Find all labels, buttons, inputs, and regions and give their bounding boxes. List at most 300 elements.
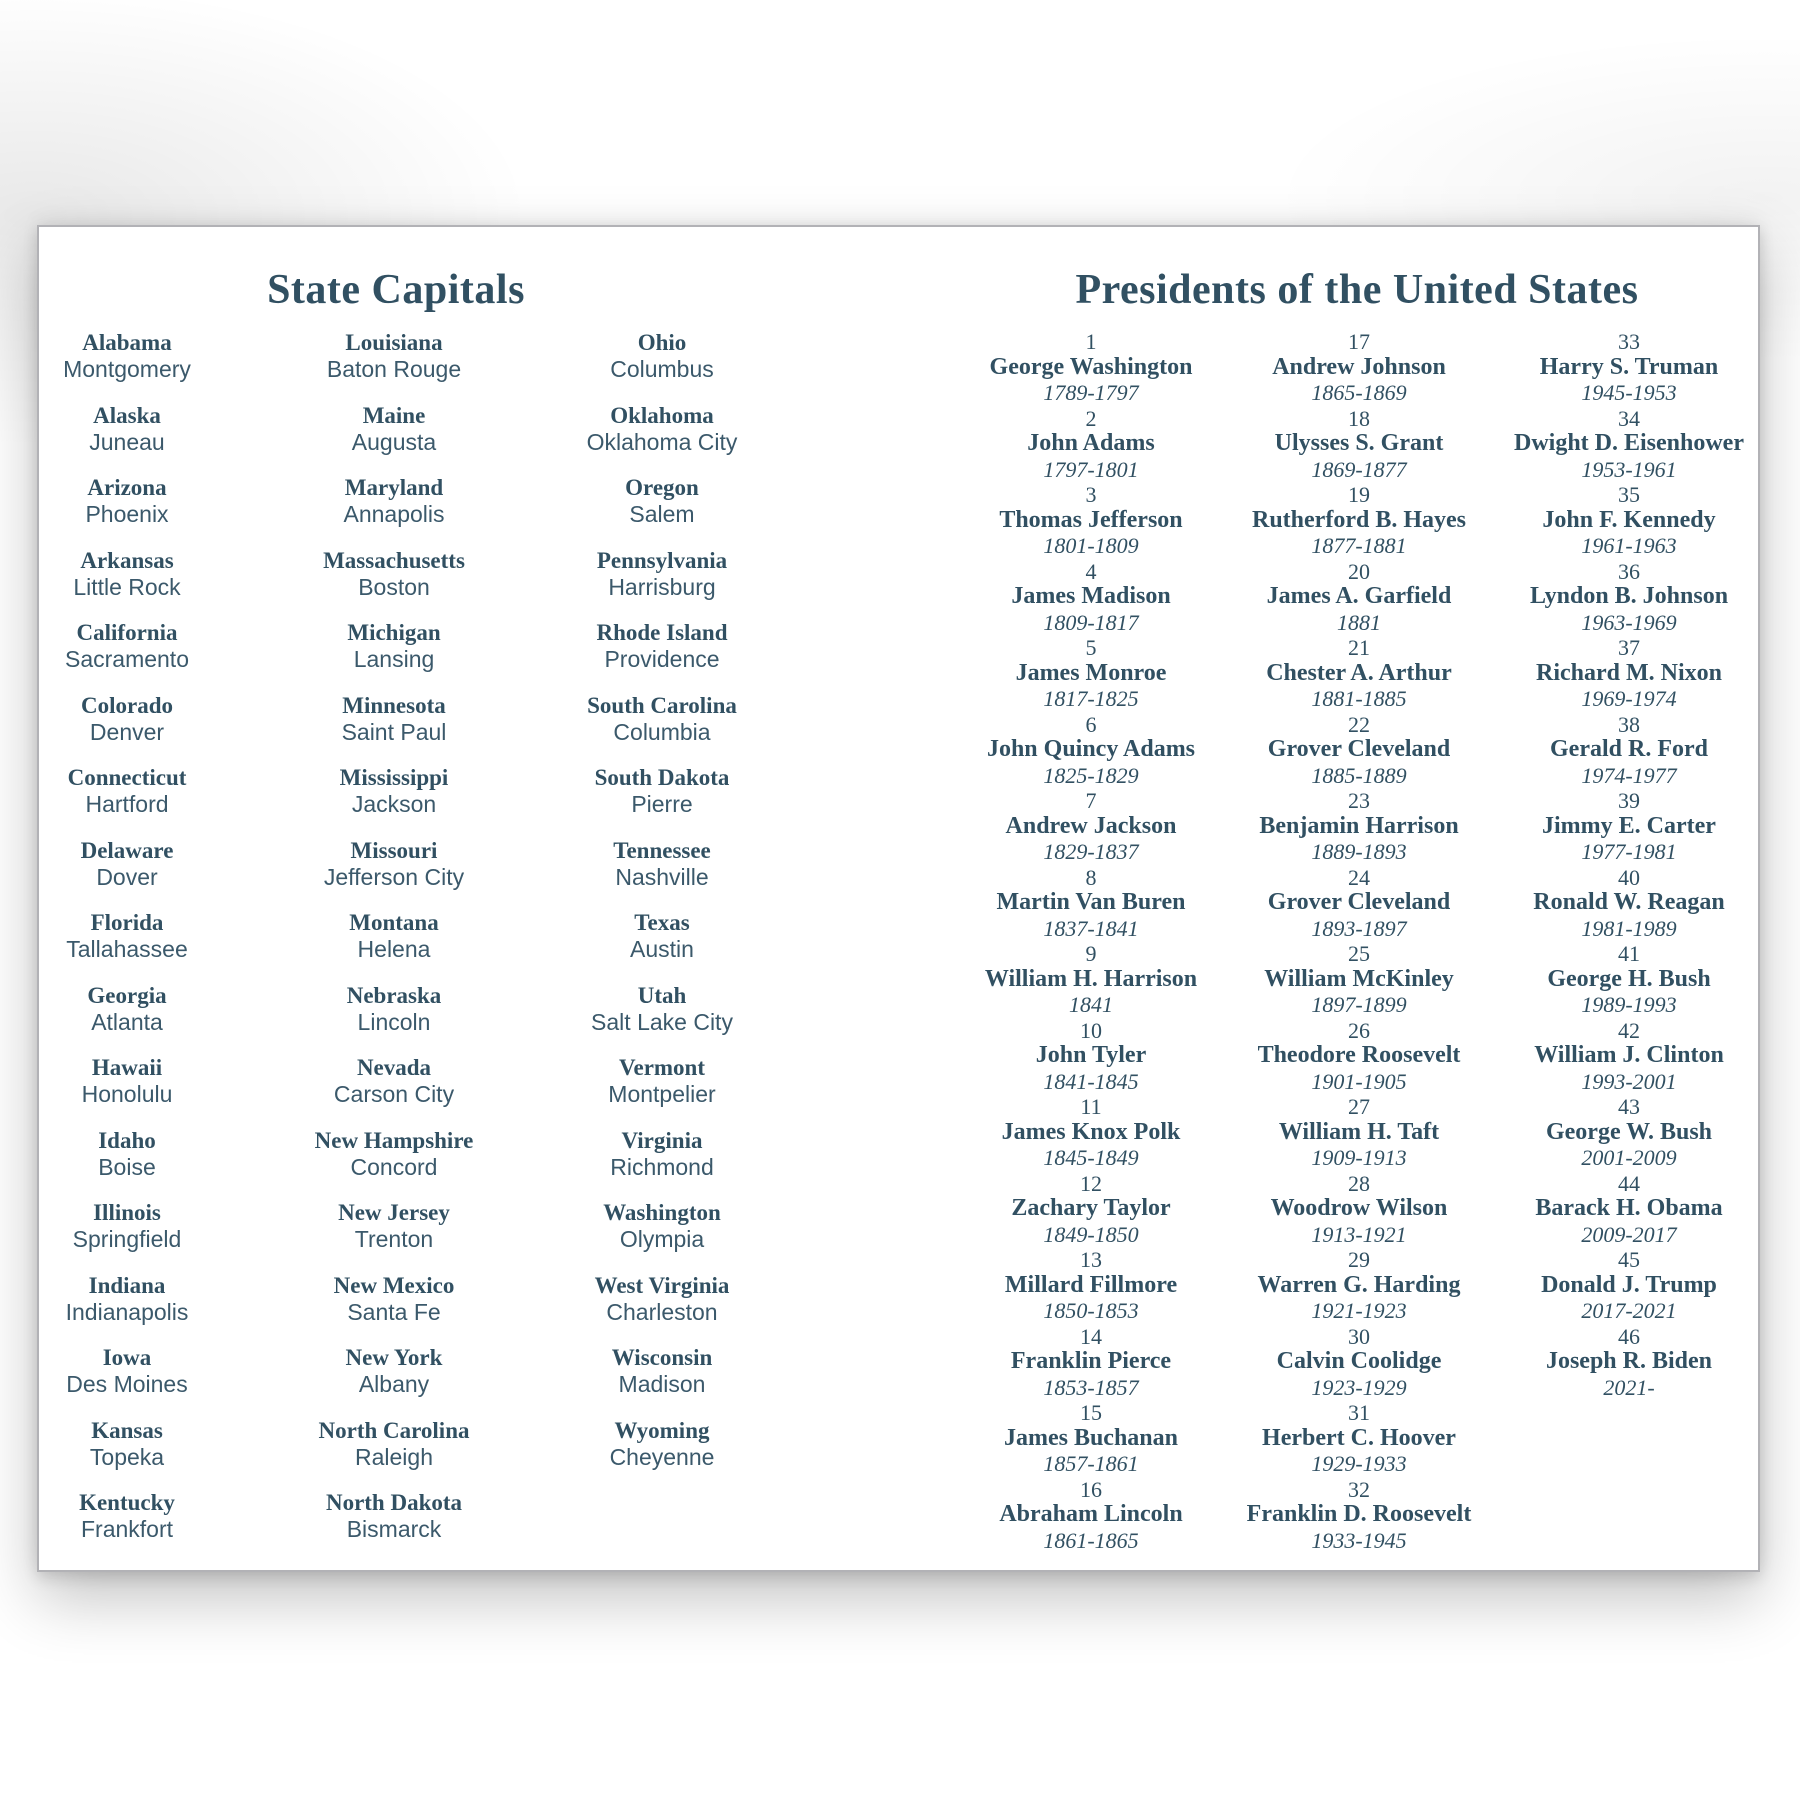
president-entry [941, 1247, 1241, 1324]
state-name: Iowa [102, 1345, 152, 1370]
president-entry [1209, 1477, 1509, 1554]
president-entry [941, 1171, 1241, 1248]
state-capital-entry [542, 837, 782, 891]
capital-name: Topeka [89, 1443, 165, 1470]
president-years: 1977-1981 [1581, 839, 1677, 864]
state-name: Florida [90, 910, 164, 935]
president-name: Richard M. Nixon [1536, 659, 1722, 686]
state-name: California [76, 620, 178, 645]
president-entry [1479, 1247, 1779, 1324]
president-name: Zachary Taylor [1011, 1195, 1171, 1221]
president-years: 1929-1933 [1311, 1451, 1407, 1476]
president-number: 44 [1618, 1170, 1640, 1196]
president-number: 46 [1618, 1323, 1640, 1349]
capital-name: Bismarck [346, 1516, 442, 1542]
state-name: Arkansas [80, 547, 174, 573]
president-number: 30 [1348, 1323, 1370, 1349]
state-capital-entry [542, 764, 782, 818]
president-years: 1861-1865 [1043, 1527, 1139, 1553]
president-name: Barack H. Obama [1535, 1195, 1723, 1221]
state-name: Colorado [81, 692, 173, 718]
president-number: 4 [1085, 558, 1097, 584]
president-name: Franklin D. Roosevelt [1246, 1501, 1472, 1527]
president-years: 1893-1897 [1311, 915, 1407, 941]
president-number: 22 [1348, 711, 1370, 737]
president-name: James A. Garfield [1266, 583, 1452, 609]
state-name: Kansas [91, 1417, 163, 1443]
state-name: South Dakota [594, 765, 730, 790]
capital-name: Nashville [615, 863, 709, 890]
president-years: 1853-1857 [1043, 1374, 1139, 1400]
president-name: Herbert C. Hoover [1262, 1424, 1456, 1451]
presidents-title: Presidents of the United States [1075, 267, 1639, 314]
president-name: Millard Fillmore [1004, 1271, 1178, 1298]
president-name: Abraham Lincoln [999, 1501, 1183, 1527]
state-capital-entry [542, 692, 782, 746]
president-entry [1479, 482, 1779, 559]
president-name: William H. Taft [1278, 1118, 1440, 1145]
president-name: Grover Cleveland [1267, 889, 1451, 915]
president-entry [941, 406, 1241, 483]
state-capital-entry [7, 1344, 247, 1398]
state-capital-entry [7, 547, 247, 601]
president-entry [1479, 329, 1779, 406]
president-name: Thomas Jefferson [999, 506, 1183, 533]
president-number: 24 [1348, 864, 1370, 890]
president-years: 1837-1841 [1043, 915, 1139, 941]
president-name: Lyndon B. Johnson [1529, 583, 1729, 609]
president-years: 1963-1969 [1581, 609, 1677, 635]
capital-name: Austin [630, 936, 694, 962]
state-name: Wisconsin [611, 1345, 713, 1370]
state-capital-entry [7, 1417, 247, 1471]
capital-name: Columbus [610, 356, 714, 382]
state-name: Alaska [93, 402, 161, 428]
president-years: 1801-1809 [1043, 533, 1139, 558]
president-entry [1479, 559, 1779, 636]
president-number: 34 [1618, 405, 1640, 431]
state-capital-entry [274, 402, 514, 456]
president-years: 1849-1850 [1043, 1221, 1139, 1247]
state-name: Maine [362, 402, 426, 428]
state-capital-entry [7, 329, 247, 383]
capital-name: Frankfort [80, 1516, 174, 1542]
presidents-column-1 [941, 329, 1241, 1553]
state-capitals-title: State Capitals [267, 267, 525, 314]
president-entry [941, 635, 1241, 712]
president-name: James Madison [1011, 583, 1171, 609]
president-name: Benjamin Harrison [1259, 812, 1459, 839]
capital-name: Oklahoma City [586, 428, 738, 455]
state-capitals-column-3 [542, 329, 782, 1489]
president-years: 1885-1889 [1311, 762, 1407, 788]
president-years: 1829-1837 [1043, 839, 1139, 864]
president-name: George W. Bush [1545, 1118, 1713, 1145]
capital-name: Olympia [619, 1226, 705, 1252]
president-number: 36 [1618, 558, 1640, 584]
president-years: 1961-1963 [1581, 533, 1677, 558]
president-number: 20 [1348, 558, 1370, 584]
capital-name: Madison [618, 1371, 706, 1397]
president-entry [941, 788, 1241, 865]
president-number: 9 [1085, 941, 1097, 966]
president-years: 1945-1953 [1581, 380, 1677, 405]
state-name: Arizona [87, 475, 167, 500]
state-capital-entry [7, 402, 247, 456]
capital-name: Sacramento [64, 646, 189, 672]
president-entry [1209, 712, 1509, 789]
president-entry [1479, 1324, 1779, 1401]
state-name: Connecticut [67, 765, 187, 790]
state-capital-entry [7, 764, 247, 818]
president-name: John Quincy Adams [986, 736, 1196, 762]
capital-name: Pierre [631, 791, 693, 817]
president-entry [1209, 865, 1509, 942]
state-capital-entry [274, 1199, 514, 1253]
state-name: Montana [349, 910, 439, 935]
president-number: 38 [1618, 711, 1640, 737]
president-years: 1901-1905 [1311, 1068, 1407, 1094]
president-name: James Buchanan [1003, 1424, 1179, 1451]
president-number: 32 [1348, 1476, 1370, 1502]
capital-name: Augusta [351, 428, 437, 455]
state-name: North Carolina [318, 1417, 470, 1443]
president-entry [941, 1018, 1241, 1095]
state-capital-entry [7, 909, 247, 963]
state-capital-entry [542, 982, 782, 1036]
president-number: 8 [1085, 864, 1097, 890]
president-years: 1825-1829 [1043, 762, 1139, 788]
president-entry [941, 482, 1241, 559]
state-capital-entry [274, 474, 514, 528]
state-capitals-column-2 [274, 329, 514, 1562]
state-capital-entry [274, 547, 514, 601]
capital-name: Honolulu [81, 1081, 173, 1107]
state-capital-entry [542, 619, 782, 673]
capital-name: Trenton [354, 1226, 434, 1252]
state-name: West Virginia [594, 1272, 730, 1298]
capital-name: Springfield [72, 1226, 182, 1252]
state-capital-entry [542, 474, 782, 528]
president-entry [1479, 1094, 1779, 1171]
president-number: 29 [1348, 1247, 1370, 1272]
state-name: Oklahoma [610, 402, 714, 428]
capital-name: Helena [357, 936, 431, 962]
state-capital-entry [274, 1417, 514, 1471]
president-name: Jimmy E. Carter [1542, 812, 1716, 839]
state-capital-entry [274, 692, 514, 746]
state-name: Wyoming [614, 1417, 710, 1443]
capital-name: Saint Paul [341, 718, 447, 745]
state-capital-entry [7, 692, 247, 746]
state-capital-entry [274, 909, 514, 963]
president-number: 2 [1085, 405, 1097, 431]
president-entry [941, 1400, 1241, 1477]
president-years: 1841 [1069, 992, 1113, 1017]
state-capital-entry [274, 764, 514, 818]
president-number: 10 [1080, 1017, 1102, 1043]
president-number: 11 [1080, 1094, 1102, 1119]
president-years: 1877-1881 [1311, 533, 1407, 558]
capital-name: Carson City [333, 1081, 455, 1107]
capital-name: Montpelier [608, 1081, 716, 1107]
state-name: North Dakota [325, 1490, 463, 1515]
president-number: 5 [1085, 635, 1097, 660]
president-entry [941, 865, 1241, 942]
president-name: Theodore Roosevelt [1257, 1042, 1461, 1068]
president-years: 1974-1977 [1581, 762, 1677, 788]
president-years: 2021- [1603, 1374, 1655, 1400]
president-name: Rutherford B. Hayes [1252, 506, 1466, 533]
president-years: 1921-1923 [1311, 1298, 1407, 1323]
capital-name: Lincoln [357, 1008, 431, 1035]
president-number: 26 [1348, 1017, 1370, 1043]
state-name: Texas [634, 910, 690, 935]
capital-name: Phoenix [85, 501, 169, 527]
president-entry [1209, 1094, 1509, 1171]
president-entry [1209, 788, 1509, 865]
state-name: Virginia [621, 1127, 703, 1153]
president-entry [941, 1094, 1241, 1171]
president-entry [1209, 406, 1509, 483]
state-capital-entry [542, 1127, 782, 1181]
capital-name: Salem [629, 501, 695, 527]
capital-name: Atlanta [91, 1008, 163, 1035]
state-name: Pennsylvania [596, 547, 728, 573]
president-entry [1479, 1018, 1779, 1095]
president-years: 1881-1885 [1311, 686, 1407, 711]
president-years: 1889-1893 [1311, 839, 1407, 864]
president-years: 1817-1825 [1043, 686, 1139, 711]
state-capital-entry [274, 1127, 514, 1181]
state-name: Ohio [637, 330, 687, 355]
president-entry [1479, 865, 1779, 942]
president-name: Joseph R. Biden [1545, 1348, 1713, 1374]
capital-name: Dover [96, 863, 158, 890]
state-name: New Mexico [333, 1272, 455, 1298]
president-number: 18 [1348, 405, 1370, 431]
capital-name: Salt Lake City [591, 1008, 733, 1035]
capital-name: Richmond [610, 1153, 714, 1180]
president-entry [1479, 1171, 1779, 1248]
capital-name: Juneau [89, 428, 165, 455]
president-name: Woodrow Wilson [1270, 1195, 1448, 1221]
capital-name: Boise [98, 1153, 156, 1180]
state-name: Georgia [87, 982, 167, 1008]
president-number: 31 [1348, 1400, 1370, 1425]
president-entry [1209, 1171, 1509, 1248]
president-name: John F. Kennedy [1542, 506, 1716, 533]
president-years: 1789-1797 [1043, 380, 1139, 405]
president-years: 1869-1877 [1311, 456, 1407, 482]
state-name: Vermont [618, 1055, 706, 1080]
state-capital-entry [542, 909, 782, 963]
president-name: Grover Cleveland [1267, 736, 1451, 762]
state-name: Nevada [356, 1055, 432, 1080]
capital-name: Raleigh [355, 1443, 433, 1470]
president-years: 1845-1849 [1043, 1145, 1139, 1170]
president-years: 1933-1945 [1311, 1527, 1407, 1553]
state-capital-entry [7, 837, 247, 891]
capital-name: Lansing [353, 646, 435, 672]
state-name: New Jersey [338, 1200, 450, 1225]
president-name: Dwight D. Eisenhower [1513, 430, 1744, 456]
president-name: Harry S. Truman [1539, 353, 1719, 380]
president-number: 6 [1085, 711, 1097, 737]
state-capital-entry [7, 1199, 247, 1253]
president-number: 43 [1618, 1094, 1640, 1119]
state-name: Mississippi [339, 765, 449, 790]
president-years: 1797-1801 [1043, 456, 1139, 482]
president-name: Chester A. Arthur [1266, 659, 1452, 686]
state-name: Idaho [98, 1127, 156, 1153]
president-years: 2017-2021 [1581, 1298, 1677, 1323]
president-number: 17 [1348, 329, 1370, 354]
president-number: 23 [1348, 788, 1370, 813]
state-capital-entry [274, 1054, 514, 1108]
president-name: Franklin Pierce [1010, 1348, 1172, 1374]
president-entry [1479, 635, 1779, 712]
state-capital-entry [274, 329, 514, 383]
state-capital-entry [542, 1054, 782, 1108]
president-years: 1881 [1337, 609, 1381, 635]
president-entry [1209, 1247, 1509, 1324]
state-name: Rhode Island [596, 620, 728, 645]
capital-name: Columbia [613, 718, 711, 745]
president-name: James Monroe [1015, 659, 1167, 686]
president-number: 15 [1080, 1400, 1102, 1425]
president-entry [1209, 635, 1509, 712]
president-name: Ronald W. Reagan [1533, 889, 1725, 915]
state-name: Hawaii [91, 1055, 163, 1080]
president-years: 1909-1913 [1311, 1145, 1407, 1170]
state-capital-entry [542, 402, 782, 456]
president-number: 35 [1618, 482, 1640, 507]
state-capital-entry [274, 837, 514, 891]
president-years: 1809-1817 [1043, 609, 1139, 635]
state-name: Maryland [344, 475, 444, 500]
capital-name: Boston [358, 573, 430, 600]
president-number: 16 [1080, 1476, 1102, 1502]
president-number: 40 [1618, 864, 1640, 890]
state-name: Tennessee [613, 837, 711, 863]
state-name: Utah [637, 982, 687, 1008]
capital-name: Santa Fe [347, 1298, 441, 1325]
president-name: Donald J. Trump [1541, 1271, 1717, 1298]
president-years: 1993-2001 [1581, 1068, 1677, 1094]
president-number: 42 [1618, 1017, 1640, 1043]
state-name: Oregon [625, 475, 699, 500]
president-years: 1841-1845 [1043, 1068, 1139, 1094]
state-capital-entry [274, 1272, 514, 1326]
president-entry [941, 1324, 1241, 1401]
president-entry [941, 941, 1241, 1018]
state-capital-entry [7, 1054, 247, 1108]
president-years: 1981-1989 [1581, 915, 1677, 941]
president-years: 2009-2017 [1581, 1221, 1677, 1247]
president-years: 1953-1961 [1581, 456, 1677, 482]
president-number: 21 [1348, 635, 1370, 660]
state-name: Minnesota [342, 692, 446, 718]
president-entry [1209, 941, 1509, 1018]
state-name: Nebraska [346, 982, 442, 1008]
capital-name: Harrisburg [608, 573, 716, 600]
president-entry [1209, 482, 1509, 559]
president-years: 1850-1853 [1043, 1298, 1139, 1323]
capital-name: Cheyenne [609, 1443, 715, 1470]
president-name: Andrew Johnson [1272, 353, 1446, 380]
capital-name: Albany [358, 1371, 430, 1397]
president-name: William J. Clinton [1534, 1042, 1724, 1068]
president-number: 7 [1085, 788, 1097, 813]
president-number: 19 [1348, 482, 1370, 507]
capital-name: Indianapolis [65, 1298, 189, 1325]
presidents-column-2 [1209, 329, 1509, 1553]
president-number: 33 [1618, 329, 1640, 354]
capital-name: Montgomery [63, 356, 191, 382]
president-name: William H. Harrison [984, 965, 1198, 992]
president-entry [1209, 559, 1509, 636]
president-number: 3 [1085, 482, 1097, 507]
president-name: George Washington [989, 353, 1193, 380]
state-capital-entry [542, 1272, 782, 1326]
capital-name: Providence [604, 646, 720, 672]
state-capital-entry [7, 1272, 247, 1326]
state-name: Missouri [350, 837, 438, 863]
president-name: Warren G. Harding [1257, 1271, 1461, 1298]
state-capital-entry [542, 1417, 782, 1471]
president-name: Andrew Jackson [1005, 812, 1177, 839]
president-name: William McKinley [1264, 965, 1454, 992]
president-number: 14 [1080, 1323, 1102, 1349]
president-entry [941, 559, 1241, 636]
president-entry [1209, 1400, 1509, 1477]
president-years: 1969-1974 [1581, 686, 1677, 711]
president-years: 1857-1861 [1043, 1451, 1139, 1476]
president-name: George H. Bush [1547, 965, 1711, 992]
state-name: Indiana [88, 1272, 166, 1298]
president-years: 1913-1921 [1311, 1221, 1407, 1247]
state-name: Delaware [80, 837, 174, 863]
capital-name: Des Moines [66, 1371, 188, 1397]
state-name: Massachusetts [323, 547, 465, 573]
president-entry [1479, 712, 1779, 789]
president-number: 45 [1618, 1247, 1640, 1272]
president-years: 1989-1993 [1581, 992, 1677, 1017]
president-entry [1209, 329, 1509, 406]
president-number: 12 [1080, 1170, 1102, 1196]
president-entry [1209, 1324, 1509, 1401]
state-capital-entry [7, 619, 247, 673]
presidents-column-3 [1479, 329, 1779, 1400]
president-name: John Tyler [1035, 1042, 1147, 1068]
state-name: South Carolina [587, 692, 737, 718]
president-entry [1209, 1018, 1509, 1095]
president-number: 1 [1085, 329, 1097, 354]
president-years: 2001-2009 [1581, 1145, 1677, 1170]
state-capital-entry [274, 1344, 514, 1398]
capital-name: Denver [89, 718, 165, 745]
president-number: 25 [1348, 941, 1370, 966]
president-name: Gerald R. Ford [1550, 736, 1708, 762]
capital-name: Hartford [85, 791, 169, 817]
president-number: 39 [1618, 788, 1640, 813]
capital-name: Little Rock [73, 573, 181, 600]
president-entry [941, 1477, 1241, 1554]
capital-name: Baton Rouge [326, 356, 462, 382]
state-capital-entry [542, 547, 782, 601]
president-number: 41 [1618, 941, 1640, 966]
